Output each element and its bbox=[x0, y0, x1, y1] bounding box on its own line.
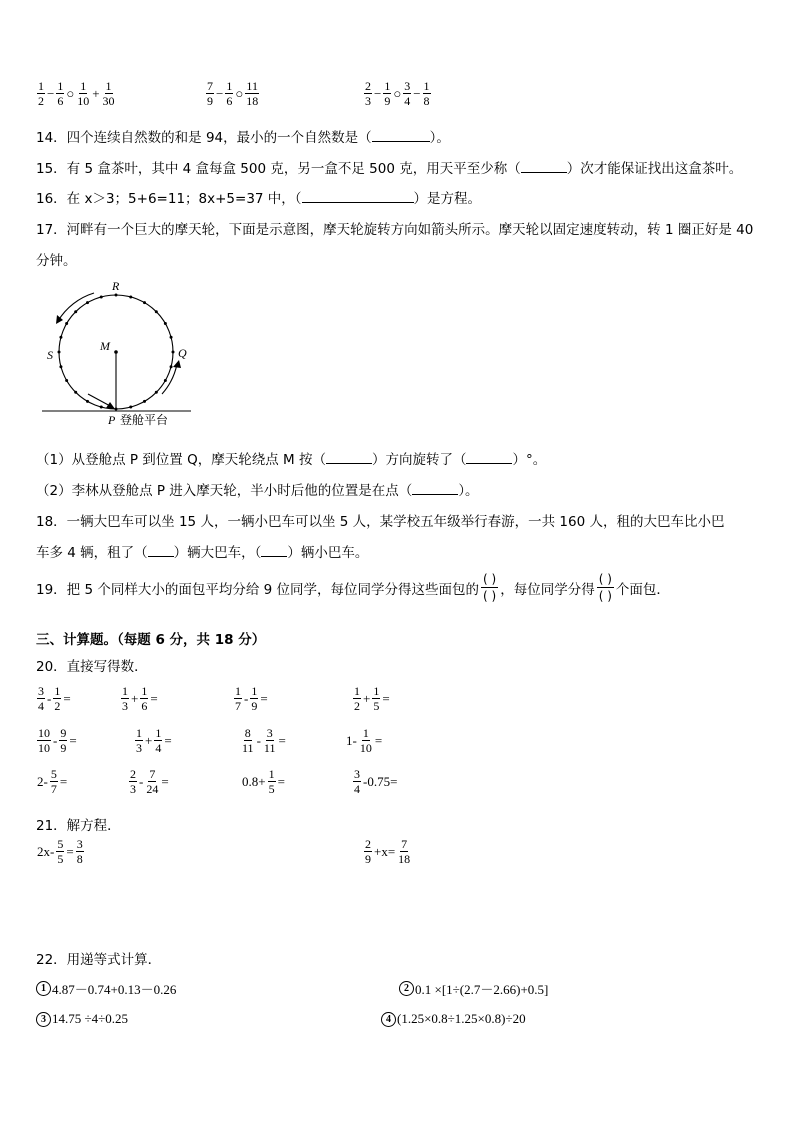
calc-20-r2c1 bbox=[36, 727, 78, 754]
answer-blank-14[interactable] bbox=[372, 129, 430, 142]
fraction: $\frac{5}{5}$ bbox=[57, 837, 64, 866]
cabin-dot bbox=[58, 351, 61, 354]
operator: = bbox=[164, 732, 172, 748]
answer-fraction-19b[interactable]: ( ) ( ) bbox=[598, 572, 612, 603]
fraction: $\frac{2}{3}$ bbox=[130, 767, 136, 796]
question-16: 16．在 x＞3；5+6=11；8x+5=37 中，（ ）是方程。 bbox=[36, 191, 482, 207]
fraction: $\frac{1}{7}$ bbox=[235, 684, 241, 713]
answer-blank-18-small[interactable] bbox=[261, 544, 287, 557]
operator: = bbox=[69, 732, 77, 748]
fraction: $\frac{11}{18}$ bbox=[246, 79, 259, 108]
fraction: $\frac{3}{4}$ bbox=[354, 767, 360, 796]
fraction: $\frac{1}{3}$ bbox=[136, 726, 142, 755]
operator: + bbox=[363, 690, 371, 706]
cabin-dot bbox=[74, 310, 77, 313]
cabin-dot bbox=[100, 295, 103, 298]
calc-20-r3c2 bbox=[128, 768, 170, 795]
operator: 2- bbox=[37, 773, 48, 789]
ferris-wheel-diagram bbox=[36, 276, 206, 436]
operator: ○ bbox=[235, 85, 244, 101]
fraction: $\frac{7}{18}$ bbox=[398, 837, 411, 866]
fraction: $\frac{7}{24}$ bbox=[146, 767, 159, 796]
answer-blank-18-big[interactable] bbox=[148, 544, 174, 557]
answer-blank-15[interactable] bbox=[521, 160, 567, 173]
fraction: $\frac{3}{4}$ bbox=[38, 684, 44, 713]
cabin-dot bbox=[143, 400, 146, 403]
operator: 1- bbox=[346, 732, 357, 748]
fraction: $\frac{1}{6}$ bbox=[57, 79, 64, 108]
calc-20-r2c3 bbox=[240, 727, 287, 754]
calc-20-r1c4 bbox=[352, 685, 391, 712]
operator: − bbox=[47, 85, 55, 101]
operator: = bbox=[277, 773, 285, 789]
calc-22-item-3: 3 14.75 ÷4÷0.25 bbox=[36, 1011, 128, 1027]
fraction: $\frac{3}{11}$ bbox=[263, 726, 276, 755]
calc-22-item-4: 4 (1.25×0.8÷1.25×0.8)÷20 bbox=[381, 1011, 526, 1027]
question-14: 14．四个连续自然数的和是 94，最小的一个自然数是（ ）。 bbox=[36, 130, 450, 146]
operator: = bbox=[374, 732, 383, 748]
platform-label: 登舱平台 bbox=[120, 413, 169, 427]
operator: = bbox=[66, 843, 74, 859]
fraction: $\frac{1}{3}$ bbox=[122, 684, 128, 713]
answer-blank-17-2[interactable] bbox=[412, 482, 458, 495]
fraction: $\frac{1}{5}$ bbox=[268, 767, 275, 796]
operator: + bbox=[131, 690, 139, 706]
operator: - bbox=[47, 690, 52, 706]
question-18-line1: 18．一辆大巴车可以坐 15 人，一辆小巴车可以坐 5 人，某学校五年级举行春游，一共 160 人，租的大巴车比小巴 bbox=[36, 514, 725, 530]
fraction: $\frac{1}{2}$ bbox=[54, 684, 61, 713]
label-m: M bbox=[100, 339, 110, 353]
operator: − bbox=[413, 85, 421, 101]
operator: 0.8+ bbox=[242, 773, 266, 789]
fraction: $\frac{3}{8}$ bbox=[76, 837, 83, 866]
cabin-dot bbox=[115, 294, 118, 297]
top-expr-2 bbox=[205, 80, 260, 107]
cabin-dot bbox=[59, 365, 62, 368]
answer-blank-17-1a[interactable] bbox=[326, 451, 372, 464]
question-22-title: 22．用递等式计算． bbox=[36, 952, 162, 968]
rotation-arrow-left bbox=[58, 293, 94, 321]
fraction: $\frac{8}{11}$ bbox=[242, 726, 254, 755]
operator: + bbox=[92, 85, 100, 101]
fraction: $\frac{1}{8}$ bbox=[423, 79, 430, 108]
calc-20-r3c1 bbox=[36, 768, 68, 795]
operator: − bbox=[374, 85, 382, 101]
top-expr-1 bbox=[36, 80, 117, 107]
answer-blank-17-1b[interactable] bbox=[466, 451, 512, 464]
operator: = bbox=[382, 690, 390, 706]
cabin-dot bbox=[129, 406, 132, 409]
operator: = bbox=[260, 690, 268, 706]
calc-20-r2c2 bbox=[134, 727, 173, 754]
operator: - bbox=[244, 690, 249, 706]
fraction: $\frac{1}{6}$ bbox=[141, 684, 148, 713]
operator: = bbox=[59, 773, 68, 789]
rotation-arrow-right bbox=[162, 364, 177, 394]
fraction: $\frac{1}{2}$ bbox=[38, 79, 44, 108]
fraction: $\frac{1}{4}$ bbox=[155, 726, 162, 755]
fraction: $\frac{1}{2}$ bbox=[354, 684, 360, 713]
fraction: $\frac{1}{10}$ bbox=[359, 726, 372, 755]
calc-20-r3c4 bbox=[352, 768, 398, 795]
cabin-dot bbox=[164, 322, 167, 325]
fraction: $\frac{9}{9}$ bbox=[60, 726, 67, 755]
equation-21-2 bbox=[363, 838, 412, 865]
fraction: $\frac{7}{9}$ bbox=[207, 79, 213, 108]
operator: = bbox=[150, 690, 158, 706]
top-expr-3 bbox=[363, 80, 432, 107]
fraction: $\frac{10}{10}$ bbox=[38, 726, 50, 755]
question-21-title: 21．解方程． bbox=[36, 818, 121, 834]
cabin-dot bbox=[172, 351, 175, 354]
cabin-dot bbox=[65, 379, 68, 382]
calc-20-r1c2 bbox=[120, 685, 159, 712]
fraction: $\frac{1}{9}$ bbox=[384, 79, 391, 108]
fraction: $\frac{2}{9}$ bbox=[365, 837, 371, 866]
fraction: $\frac{3}{4}$ bbox=[404, 79, 411, 108]
operator: = bbox=[161, 773, 169, 789]
question-15: 15．有 5 盒茶叶，其中 4 盒每盒 500 克，另一盒不足 500 克，用天平至少称（ ）次才能保证找出这盒茶叶。 bbox=[36, 161, 743, 177]
answer-blank-16[interactable] bbox=[302, 190, 414, 203]
operator: = bbox=[63, 690, 71, 706]
equation-21-1 bbox=[36, 838, 85, 865]
calc-20-r2c4 bbox=[345, 727, 383, 754]
fraction: $\frac{2}{3}$ bbox=[365, 79, 371, 108]
label-s: S bbox=[47, 348, 53, 362]
question-17-line1: 17．河畔有一个巨大的摩天轮，下面是示意图，摩天轮旋转方向如箭头所示。摩天轮以固定速度转动，转 1 圈正好是 40 bbox=[36, 222, 754, 238]
operator: 2x- bbox=[37, 843, 55, 859]
question-17-line2: 分钟。 bbox=[36, 253, 77, 269]
operator: ○ bbox=[393, 85, 402, 101]
fraction: $\frac{1}{6}$ bbox=[226, 79, 233, 108]
calc-22-item-2: 2 0.1 ×[1÷(2.7－2.66)+0.5] bbox=[399, 979, 548, 998]
section-title-3: 三、计算题。（每题 6 分，共 18 分） bbox=[36, 632, 266, 648]
cabin-dot bbox=[170, 336, 173, 339]
fraction: $\frac{5}{7}$ bbox=[50, 767, 57, 796]
cabin-dot bbox=[129, 295, 132, 298]
cabin-dot bbox=[100, 406, 103, 409]
label-q: Q bbox=[178, 346, 187, 360]
question-17-sub2: （2）李林从登舱点 P 进入摩天轮，半小时后他的位置是在点（ ）。 bbox=[36, 483, 479, 499]
cabin-dot bbox=[59, 336, 62, 339]
question-17-sub1: （1）从登舱点 P 到位置 Q，摩天轮绕点 M 按（ ）方向旋转了（ ）°。 bbox=[36, 452, 547, 468]
fraction: $\frac{1}{30}$ bbox=[102, 79, 115, 108]
operator: + bbox=[145, 732, 153, 748]
calc-20-r3c3 bbox=[241, 768, 286, 795]
cabin-dot bbox=[164, 379, 167, 382]
calc-22-item-1: 1 4.87－0.74+0.13－0.26 bbox=[36, 979, 176, 998]
cabin-dot bbox=[143, 301, 146, 304]
label-r: R bbox=[112, 279, 120, 293]
cabin-dot bbox=[155, 391, 158, 394]
label-p: P bbox=[108, 413, 116, 427]
operator: ○ bbox=[66, 85, 75, 101]
operator: -0.75= bbox=[363, 773, 398, 789]
fraction: $\frac{1}{10}$ bbox=[77, 79, 90, 108]
cabin-dot bbox=[74, 391, 77, 394]
cabin-dot bbox=[65, 322, 68, 325]
operator: = bbox=[278, 732, 286, 748]
question-19: 19．把 5 个同样大小的面包平均分给 9 位同学，每位同学分得这些面包的 ( ) ( ) ，每位同学分得 ( ) ( ) 个面包． bbox=[36, 572, 670, 603]
cabin-dot bbox=[86, 301, 89, 304]
fraction: $\frac{1}{9}$ bbox=[251, 684, 258, 713]
operator: − bbox=[216, 85, 224, 101]
fraction: $\frac{1}{5}$ bbox=[373, 684, 380, 713]
cabin-dot bbox=[86, 400, 89, 403]
operator: +x= bbox=[374, 843, 396, 859]
operator: - bbox=[53, 732, 58, 748]
cabin-dot bbox=[170, 365, 173, 368]
operator: - bbox=[256, 732, 261, 748]
question-20-title: 20．直接写得数． bbox=[36, 659, 148, 675]
question-18-line2: 车多 4 辆，租了（ ）辆大巴车，（ ）辆小巴车。 bbox=[36, 545, 369, 561]
calc-20-r1c1 bbox=[36, 685, 72, 712]
cabin-dot bbox=[155, 310, 158, 313]
answer-fraction-19a[interactable]: ( ) ( ) bbox=[483, 572, 497, 603]
calc-20-r1c3 bbox=[233, 685, 269, 712]
operator: - bbox=[139, 773, 144, 789]
